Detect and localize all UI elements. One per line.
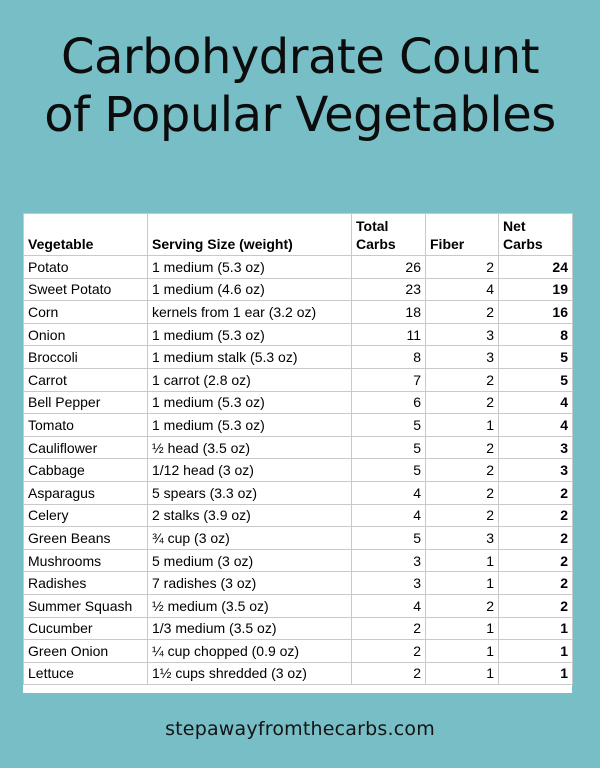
cell-total-carbs: 4 [352,594,426,617]
cell-net-carbs: 16 [499,301,573,324]
cell-fiber: 2 [426,368,499,391]
cell-fiber: 2 [426,504,499,527]
carb-count-table [23,213,573,685]
table-row [24,527,573,550]
table-row [24,572,573,595]
cell-net-carbs: 2 [499,527,573,550]
cell-vegetable: Cauliflower [24,436,148,459]
cell-vegetable: Green Onion [24,640,148,663]
cell-fiber: 1 [426,640,499,663]
title-line-2: of Popular Vegetables [44,87,556,143]
cell-net-carbs: 1 [499,617,573,640]
cell-serving-size: ¾ cup (3 oz) [148,527,352,550]
cell-total-carbs: 11 [352,323,426,346]
cell-total-carbs: 4 [352,504,426,527]
header-fiber: Fiber [426,214,499,256]
cell-fiber: 2 [426,481,499,504]
cell-total-carbs: 2 [352,617,426,640]
cell-fiber: 1 [426,662,499,685]
cell-serving-size: 1 medium (4.6 oz) [148,278,352,301]
title-line-1: Carbohydrate Count [60,29,540,85]
cell-vegetable: Radishes [24,572,148,595]
cell-serving-size: 1/12 head (3 oz) [148,459,352,482]
cell-total-carbs: 8 [352,346,426,369]
cell-vegetable: Asparagus [24,481,148,504]
table-row [24,346,573,369]
cell-serving-size: ½ medium (3.5 oz) [148,594,352,617]
header-serving-size: Serving Size (weight) [148,214,352,256]
cell-net-carbs: 4 [499,391,573,414]
cell-net-carbs: 3 [499,459,573,482]
page-title [0,28,600,144]
cell-total-carbs: 7 [352,368,426,391]
cell-total-carbs: 2 [352,662,426,685]
cell-fiber: 2 [426,391,499,414]
cell-total-carbs: 3 [352,572,426,595]
header-net-carbs [499,214,573,256]
table-row [24,323,573,346]
cell-serving-size: 1 medium (5.3 oz) [148,323,352,346]
cell-net-carbs: 2 [499,549,573,572]
cell-net-carbs: 19 [499,278,573,301]
cell-fiber: 1 [426,617,499,640]
cell-total-carbs: 6 [352,391,426,414]
cell-fiber: 1 [426,572,499,595]
header-vegetable: Vegetable [24,214,148,256]
cell-serving-size: 1 medium (5.3 oz) [148,414,352,437]
cell-net-carbs: 8 [499,323,573,346]
table-row [24,549,573,572]
cell-total-carbs: 3 [352,549,426,572]
cell-total-carbs: 4 [352,481,426,504]
cell-total-carbs: 18 [352,301,426,324]
cell-serving-size: 2 stalks (3.9 oz) [148,504,352,527]
header-net-carbs-line2: Carbs [503,236,543,252]
table-row [24,640,573,663]
header-net-carbs-line1: Net [503,218,526,234]
cell-serving-size: 1½ cups shredded (3 oz) [148,662,352,685]
cell-vegetable: Bell Pepper [24,391,148,414]
carb-table-panel [23,213,572,693]
cell-fiber: 2 [426,301,499,324]
cell-serving-size: 5 spears (3.3 oz) [148,481,352,504]
cell-net-carbs: 2 [499,481,573,504]
cell-fiber: 1 [426,549,499,572]
cell-vegetable: Potato [24,256,148,279]
cell-serving-size: 1 medium (5.3 oz) [148,391,352,414]
cell-total-carbs: 5 [352,436,426,459]
table-row [24,662,573,685]
cell-serving-size: 7 radishes (3 oz) [148,572,352,595]
cell-vegetable: Celery [24,504,148,527]
table-row [24,391,573,414]
cell-total-carbs: 2 [352,640,426,663]
table-row [24,481,573,504]
cell-total-carbs: 5 [352,459,426,482]
table-header-row [24,214,573,256]
cell-fiber: 2 [426,436,499,459]
cell-net-carbs: 2 [499,594,573,617]
cell-total-carbs: 26 [352,256,426,279]
cell-net-carbs: 5 [499,368,573,391]
table-row [24,617,573,640]
table-row [24,256,573,279]
cell-vegetable: Cucumber [24,617,148,640]
cell-net-carbs: 1 [499,640,573,663]
cell-vegetable: Cabbage [24,459,148,482]
cell-fiber: 1 [426,414,499,437]
cell-vegetable: Mushrooms [24,549,148,572]
cell-vegetable: Lettuce [24,662,148,685]
cell-fiber: 2 [426,256,499,279]
cell-vegetable: Sweet Potato [24,278,148,301]
cell-net-carbs: 24 [499,256,573,279]
cell-fiber: 3 [426,346,499,369]
table-row [24,436,573,459]
header-total-carbs [352,214,426,256]
cell-serving-size: kernels from 1 ear (3.2 oz) [148,301,352,324]
cell-vegetable: Corn [24,301,148,324]
cell-fiber: 2 [426,459,499,482]
table-row [24,504,573,527]
header-total-carbs-line2: Carbs [356,236,396,252]
cell-net-carbs: 4 [499,414,573,437]
cell-fiber: 3 [426,323,499,346]
cell-total-carbs: 5 [352,527,426,550]
cell-serving-size: 5 medium (3 oz) [148,549,352,572]
cell-serving-size: 1 medium stalk (5.3 oz) [148,346,352,369]
cell-serving-size: 1 carrot (2.8 oz) [148,368,352,391]
table-row [24,278,573,301]
cell-serving-size: 1/3 medium (3.5 oz) [148,617,352,640]
table-row [24,368,573,391]
cell-vegetable: Carrot [24,368,148,391]
header-total-carbs-line1: Total [356,218,389,234]
cell-vegetable: Green Beans [24,527,148,550]
table-body [24,256,573,685]
cell-net-carbs: 2 [499,504,573,527]
cell-fiber: 3 [426,527,499,550]
cell-vegetable: Summer Squash [24,594,148,617]
cell-net-carbs: 1 [499,662,573,685]
table-row [24,301,573,324]
cell-serving-size: ¼ cup chopped (0.9 oz) [148,640,352,663]
cell-net-carbs: 5 [499,346,573,369]
table-row [24,594,573,617]
cell-fiber: 2 [426,594,499,617]
cell-net-carbs: 2 [499,572,573,595]
cell-serving-size: ½ head (3.5 oz) [148,436,352,459]
website-footer: stepawayfromthecarbs.com [165,718,435,740]
cell-vegetable: Onion [24,323,148,346]
cell-vegetable: Tomato [24,414,148,437]
cell-net-carbs: 3 [499,436,573,459]
cell-fiber: 4 [426,278,499,301]
cell-total-carbs: 23 [352,278,426,301]
table-row [24,414,573,437]
cell-total-carbs: 5 [352,414,426,437]
cell-serving-size: 1 medium (5.3 oz) [148,256,352,279]
table-row [24,459,573,482]
cell-vegetable: Broccoli [24,346,148,369]
